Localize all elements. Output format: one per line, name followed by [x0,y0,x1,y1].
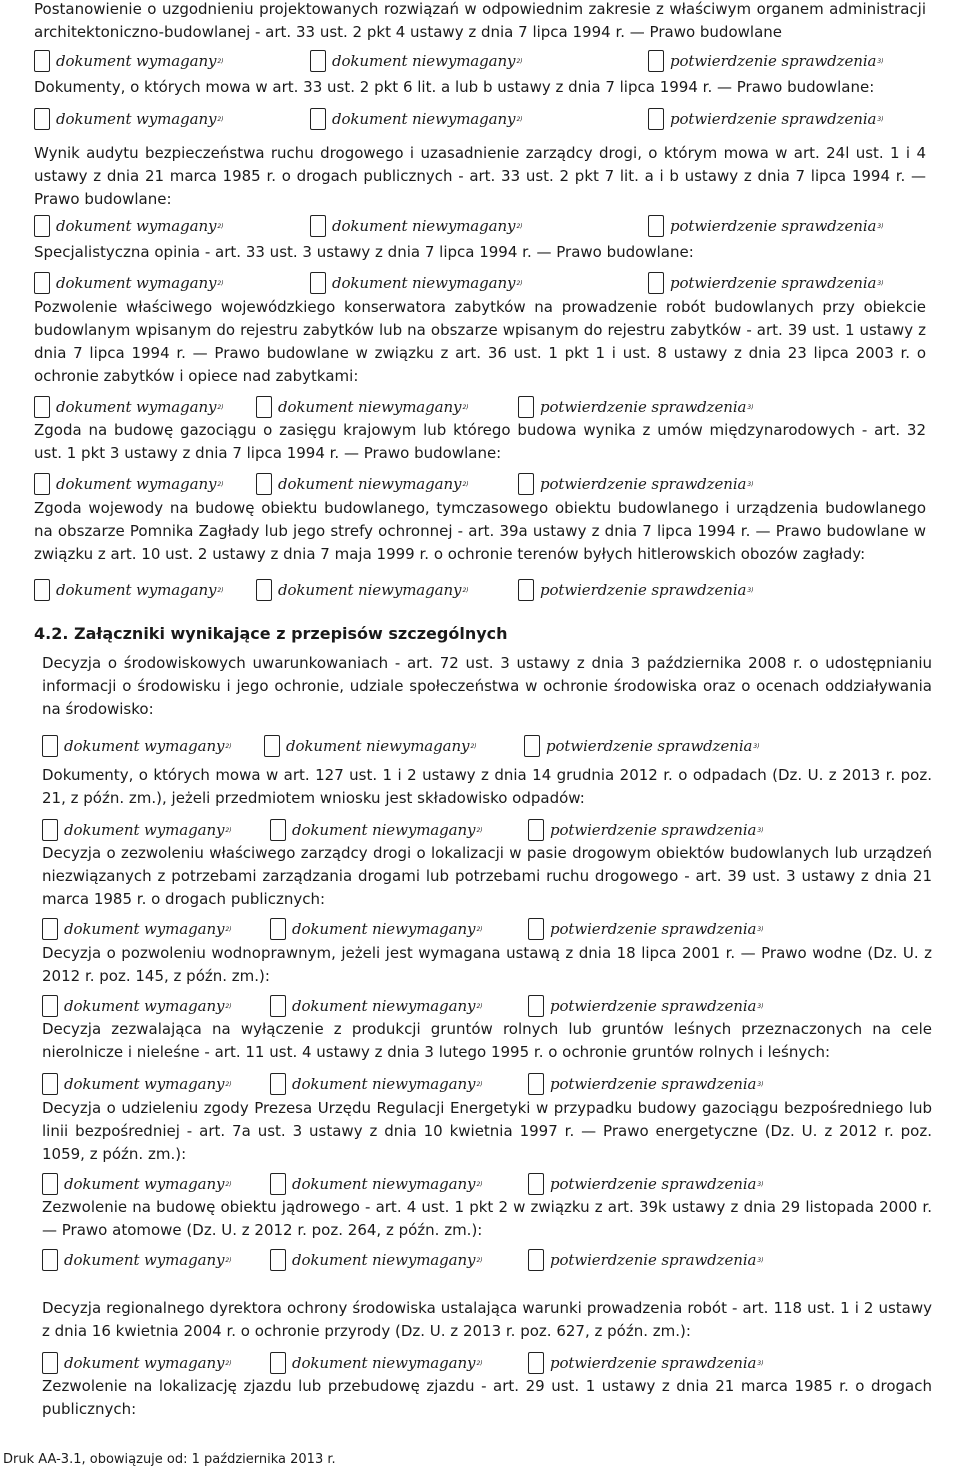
option-label: dokument niewymagany [278,581,462,599]
option-label: potwierdzenie sprawdzenia [550,920,757,938]
checkbox[interactable] [528,918,544,940]
checkbox-row [42,993,932,1019]
option-label: dokument niewymagany [292,821,476,839]
checkbox[interactable] [270,1073,286,1095]
form-footer: Druk AA-3.1, obowiązuje od: 1 października 2013 r. [3,1452,336,1467]
option-label: dokument niewymagany [332,110,516,128]
option-label: potwierdzenie sprawdzenia [670,110,877,128]
option-confirmation[interactable]: potwierdzenie sprawdzenia 3) [648,48,884,74]
paragraph-text: Decyzja o pozwoleniu wodnoprawnym, jeżeli jest wymagana ustawą z dnia 18 lipca 2001 r. — Prawo wodne (Dz. U. z 2012 r. poz. 145, z późn. zm.): [42,944,932,985]
option-confirmation[interactable]: potwierdzenie sprawdzenia 3) [528,1171,764,1197]
checkbox[interactable] [310,50,326,72]
checkbox[interactable] [528,1352,544,1374]
option-not-required[interactable]: dokument niewymagany 2) [310,213,523,239]
option-label: dokument wymagany [56,475,217,493]
option-not-required[interactable]: dokument niewymagany 2) [270,1071,483,1097]
option-required[interactable]: dokument wymagany 2) [42,1247,232,1273]
option-confirmation[interactable]: potwierdzenie sprawdzenia 3) [648,270,884,296]
option-not-required[interactable]: dokument niewymagany 2) [256,394,469,420]
option-label: dokument wymagany [64,920,225,938]
checkbox[interactable] [42,819,58,841]
option-required[interactable]: dokument wymagany 2) [34,48,224,74]
checkbox[interactable] [310,272,326,294]
option-required[interactable]: dokument wymagany 2) [34,106,224,132]
option-not-required[interactable]: dokument niewymagany 2) [270,817,483,843]
option-label: dokument niewymagany [292,1251,476,1269]
option-label: dokument niewymagany [278,398,462,416]
option-required[interactable]: dokument wymagany 2) [42,1350,232,1376]
option-confirmation[interactable]: potwierdzenie sprawdzenia 3) [648,213,884,239]
checkbox[interactable] [34,579,50,601]
option-label: potwierdzenie sprawdzenia [550,1251,757,1269]
option-label: dokument wymagany [56,398,217,416]
checkbox[interactable] [528,995,544,1017]
option-label: dokument niewymagany [292,1354,476,1372]
option-label: potwierdzenie sprawdzenia [550,1075,757,1093]
checkbox[interactable] [42,735,58,757]
checkbox-row [42,733,932,759]
option-label: dokument wymagany [64,997,225,1015]
option-label: dokument niewymagany [332,274,516,292]
paragraph-text: Specjalistyczna opinia - art. 33 ust. 3 ustawy z dnia 7 lipca 1994 r. — Prawo budowlane: [34,243,694,261]
option-required[interactable]: dokument wymagany 2) [42,733,232,759]
checkbox[interactable] [270,819,286,841]
option-confirmation[interactable]: potwierdzenie sprawdzenia 3) [528,993,764,1019]
checkbox[interactable] [648,50,664,72]
checkbox[interactable] [256,473,272,495]
option-required[interactable]: dokument wymagany 2) [42,817,232,843]
option-label: dokument wymagany [64,821,225,839]
option-label: dokument wymagany [56,110,217,128]
option-label: dokument wymagany [64,1251,225,1269]
option-confirmation[interactable]: potwierdzenie sprawdzenia 3) [518,471,754,497]
option-confirmation[interactable]: potwierdzenie sprawdzenia 3) [528,817,764,843]
option-label: dokument niewymagany [332,217,516,235]
checkbox[interactable] [528,819,544,841]
checkbox-row [42,817,932,843]
option-label: dokument niewymagany [292,1175,476,1193]
checkbox[interactable] [34,473,50,495]
option-confirmation[interactable]: potwierdzenie sprawdzenia 3) [528,1350,764,1376]
option-required[interactable]: dokument wymagany 2) [42,993,232,1019]
checkbox[interactable] [528,1249,544,1271]
checkbox[interactable] [42,1173,58,1195]
option-confirmation[interactable]: potwierdzenie sprawdzenia 3) [524,733,760,759]
option-label: dokument wymagany [64,1354,225,1372]
paragraph-text: Zgoda wojewody na budowę obiektu budowlanego, tymczasowego obiektu budowlanego i urządzenia budowlanego na obszarze Pomnika Zagłady lub jego strefy ochronnej - art. 39a ustawy z dnia 7 lipca 1994 r. — Prawo budowlane w związku z art. 10 ust. 2 ustawy z dnia 7 maja 1999 r. o ochronie terenów byłych hitlerowskich obozów zagłady: [34,499,926,563]
checkbox-row [34,106,934,132]
checkbox[interactable] [270,1352,286,1374]
paragraph-text: Dokumenty, o których mowa w art. 33 ust. 2 pkt 6 lit. a lub b ustawy z dnia 7 lipca 1994 r. — Prawo budowlane: [34,78,875,96]
checkbox[interactable] [310,215,326,237]
option-label: dokument niewymagany [278,475,462,493]
checkbox[interactable] [648,215,664,237]
checkbox[interactable] [518,396,534,418]
paragraph-text: Decyzja o zezwoleniu właściwego zarządcy drogi o lokalizacji w pasie drogowym obiektów budowlanych lub urządzeń niezwiązanych z potrzebami zarządzania drogami lub potrzebami ruchu drogowego - art. 39 ust. 3 ustawy z dnia 21 marca 1985 r. o drogach publicznych: [42,844,932,908]
checkbox[interactable] [264,735,280,757]
section-heading: 4.2. Załączniki wynikające z przepisów szczególnych [34,624,508,643]
option-confirmation[interactable]: potwierdzenie sprawdzenia 3) [648,106,884,132]
paragraph-text: Zezwolenie na budowę obiektu jądrowego - art. 4 ust. 1 pkt 2 w związku z art. 39k ustawy z dnia 29 listopada 2000 r. — Prawo atomowe (Dz. U. z 2012 r. poz. 264, z późn. zm.): [42,1198,932,1239]
checkbox-row [34,213,934,239]
checkbox[interactable] [270,918,286,940]
checkbox-row [34,270,934,296]
option-label: dokument niewymagany [292,920,476,938]
paragraph-text: Zgoda na budowę gazociągu o zasięgu krajowym lub którego budowa wynika z umów międzynarodowych - art. 32 ust. 1 pkt 3 ustawy z dnia 7 lipca 1994 r. — Prawo budowlane: [34,421,926,462]
checkbox[interactable] [42,1073,58,1095]
option-label: potwierdzenie sprawdzenia [540,475,747,493]
option-label: dokument wymagany [56,52,217,70]
checkbox[interactable] [270,995,286,1017]
option-required[interactable]: dokument wymagany 2) [34,394,224,420]
checkbox[interactable] [518,473,534,495]
option-label: dokument wymagany [64,1175,225,1193]
option-confirmation[interactable]: potwierdzenie sprawdzenia 3) [518,394,754,420]
option-label: potwierdzenie sprawdzenia [670,52,877,70]
checkbox-row [42,916,932,942]
option-label: dokument wymagany [56,217,217,235]
option-required[interactable]: dokument wymagany 2) [34,270,224,296]
checkbox[interactable] [518,579,534,601]
option-label: dokument wymagany [56,581,217,599]
option-label: potwierdzenie sprawdzenia [670,274,877,292]
option-not-required[interactable]: dokument niewymagany 2) [310,48,523,74]
checkbox-row [34,394,934,420]
paragraph-text: Dokumenty, o których mowa w art. 127 ust. 1 i 2 ustawy z dnia 14 grudnia 2012 r. o odpadach (Dz. U. z 2013 r. poz. 21, z późn. zm.), jeżeli przedmiotem wniosku jest składowisko odpadów: [42,766,932,807]
option-not-required[interactable]: dokument niewymagany 2) [270,1171,483,1197]
option-label: potwierdzenie sprawdzenia [546,737,753,755]
paragraph-text: Decyzja zezwalająca na wyłączenie z produkcji gruntów rolnych lub gruntów leśnych przeznaczonych na cele nierolnicze i nieleśne - art. 11 ust. 4 ustawy z dnia 3 lutego 1995 r. o ochronie gruntów rolnych i leśnych: [42,1020,932,1061]
checkbox[interactable] [270,1249,286,1271]
checkbox[interactable] [528,1073,544,1095]
checkbox[interactable] [524,735,540,757]
option-required[interactable]: dokument wymagany 2) [34,471,224,497]
option-required[interactable]: dokument wymagany 2) [34,213,224,239]
option-not-required[interactable]: dokument niewymagany 2) [256,471,469,497]
checkbox[interactable] [34,396,50,418]
option-required[interactable]: dokument wymagany 2) [34,577,224,603]
checkbox[interactable] [270,1173,286,1195]
option-label: dokument wymagany [56,274,217,292]
option-label: potwierdzenie sprawdzenia [550,1175,757,1193]
checkbox[interactable] [310,108,326,130]
checkbox-row [34,577,934,603]
option-label: potwierdzenie sprawdzenia [550,1354,757,1372]
option-not-required[interactable]: dokument niewymagany 2) [310,270,523,296]
option-label: potwierdzenie sprawdzenia [670,217,877,235]
checkbox[interactable] [42,1249,58,1271]
option-label: potwierdzenie sprawdzenia [550,821,757,839]
checkbox[interactable] [256,396,272,418]
checkbox[interactable] [256,579,272,601]
option-label: potwierdzenie sprawdzenia [540,581,747,599]
option-label: dokument wymagany [64,1075,225,1093]
checkbox[interactable] [648,108,664,130]
checkbox[interactable] [42,1352,58,1374]
option-confirmation[interactable]: potwierdzenie sprawdzenia 3) [528,916,764,942]
option-confirmation[interactable]: potwierdzenie sprawdzenia 3) [518,577,754,603]
option-label: potwierdzenie sprawdzenia [550,997,757,1015]
paragraph-text: Decyzja o środowiskowych uwarunkowaniach - art. 72 ust. 3 ustawy z dnia 3 października 2008 r. o udostępnianiu informacji o środowisku i jego ochronie, udziale społeczeństwa w ochronie środowiska oraz o ocenach oddziaływania na środowisko: [42,654,932,718]
option-not-required[interactable]: dokument niewymagany 2) [270,993,483,1019]
option-not-required[interactable]: dokument niewymagany 2) [310,106,523,132]
option-confirmation[interactable]: potwierdzenie sprawdzenia 3) [528,1071,764,1097]
checkbox-row [42,1171,932,1197]
option-required[interactable]: dokument wymagany 2) [42,916,232,942]
checkbox[interactable] [42,995,58,1017]
checkbox[interactable] [528,1173,544,1195]
option-label: dokument niewymagany [332,52,516,70]
checkbox[interactable] [42,918,58,940]
paragraph-text: Zezwolenie na lokalizację zjazdu lub przebudowę zjazdu - art. 29 ust. 1 ustawy z dnia 21 marca 1985 r. o drogach publicznych: [42,1377,932,1418]
option-label: dokument wymagany [64,737,225,755]
option-required[interactable]: dokument wymagany 2) [42,1171,232,1197]
option-not-required[interactable]: dokument niewymagany 2) [256,577,469,603]
checkbox-row [34,48,934,74]
paragraph-text: Decyzja o udzieleniu zgody Prezesa Urzędu Regulacji Energetyki w przypadku budowy gazociągu bezpośredniego lub linii bezpośredniej - art. 7a ust. 3 ustawy z dnia 10 kwietnia 1997 r. — Prawo energetyczne (Dz. U. z 2012 r. poz. 1059, z późn. zm.): [42,1099,932,1163]
checkbox[interactable] [34,108,50,130]
option-not-required[interactable]: dokument niewymagany 2) [270,1350,483,1376]
checkbox-row [42,1247,932,1273]
paragraph-text: Decyzja regionalnego dyrektora ochrony środowiska ustalająca warunki prowadzenia robót - art. 118 ust. 1 i 2 ustawy z dnia 16 kwietnia 2004 r. o ochronie przyrody (Dz. U. z 2013 r. poz. 627, z późn. zm.): [42,1299,932,1340]
checkbox-row [42,1350,932,1376]
option-not-required[interactable]: dokument niewymagany 2) [264,733,477,759]
option-not-required[interactable]: dokument niewymagany 2) [270,1247,483,1273]
paragraph-text: Wynik audytu bezpieczeństwa ruchu drogowego i uzasadnienie zarządcy drogi, o którym mowa w art. 24l ust. 1 i 4 ustawy z dnia 21 marca 1985 r. o drogach publicznych - art. 33 ust. 2 pkt 7 lit. a i b ustawy z dnia 7 lipca 1994 r. — Prawo budowlane: [34,144,926,208]
checkbox[interactable] [34,215,50,237]
checkbox[interactable] [648,272,664,294]
option-label: dokument niewymagany [286,737,470,755]
checkbox[interactable] [34,272,50,294]
paragraph-text: Postanowienie o uzgodnieniu projektowanych rozwiązań w odpowiednim zakresie z właściwym organem administracji architektoniczno-budowlanej - art. 33 ust. 2 pkt 4 ustawy z dnia 7 lipca 1994 r. — Prawo budowlane [34,0,926,41]
option-label: dokument niewymagany [292,997,476,1015]
checkbox-row [42,1071,932,1097]
option-not-required[interactable]: dokument niewymagany 2) [270,916,483,942]
checkbox-row [34,471,934,497]
checkbox[interactable] [34,50,50,72]
option-confirmation[interactable]: potwierdzenie sprawdzenia 3) [528,1247,764,1273]
option-required[interactable]: dokument wymagany 2) [42,1071,232,1097]
option-label: dokument niewymagany [292,1075,476,1093]
option-label: potwierdzenie sprawdzenia [540,398,747,416]
paragraph-text: Pozwolenie właściwego wojewódzkiego konserwatora zabytków na prowadzenie robót budowlanych przy obiekcie budowlanym wpisanym do rejestru zabytków lub na obszarze wpisanym do rejestru zabytków - art. 39 ust. 1 ustawy z dnia 7 lipca 1994 r. — Prawo budowlane w związku z art. 36 ust. 1 pkt 1 i ust. 8 ustawy z dnia 23 lipca 2003 r. o ochronie zabytków i opiece nad zabytkami: [34,298,926,385]
